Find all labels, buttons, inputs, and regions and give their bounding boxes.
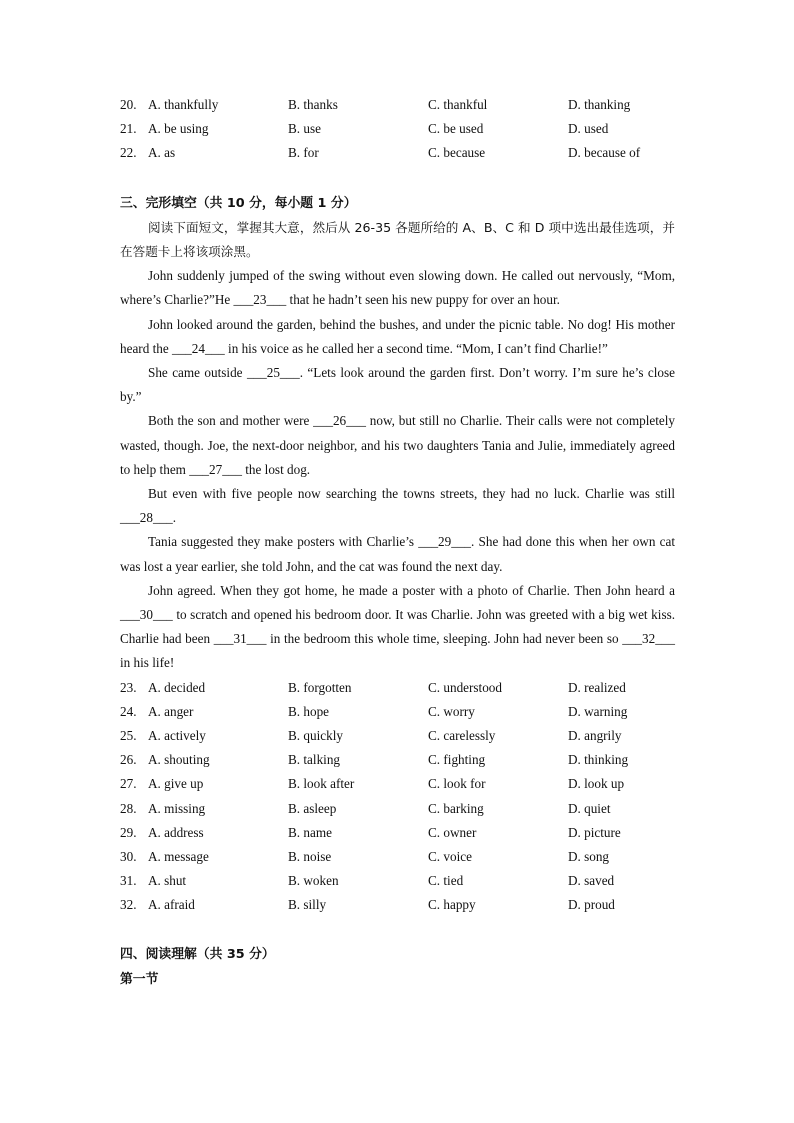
- option-row: [120, 141, 675, 165]
- option-d: D. thinking: [568, 752, 629, 768]
- option-row: [120, 772, 675, 796]
- option-a: A. address: [148, 824, 204, 840]
- option-d: D. warning: [568, 703, 628, 719]
- option-d: D. quiet: [568, 800, 611, 816]
- option-c: C. be used: [428, 121, 484, 137]
- option-row: [120, 869, 675, 893]
- question-number: 26.: [120, 752, 137, 768]
- question-number: 23.: [120, 679, 137, 695]
- passage: [120, 264, 675, 675]
- option-b: B. use: [288, 121, 321, 137]
- option-a: A. anger: [148, 703, 194, 719]
- option-b: B. look after: [288, 776, 355, 792]
- option-a: A. afraid: [148, 897, 195, 913]
- option-b: B. forgotten: [288, 679, 352, 695]
- question-number: 28.: [120, 800, 137, 816]
- section-subheading: 第一节: [120, 971, 159, 987]
- option-d: D. saved: [568, 873, 615, 889]
- option-c: C. voice: [428, 848, 472, 864]
- section-heading: 四、阅读理解（共 35 分）: [120, 947, 275, 963]
- option-a: A. thankfully: [148, 97, 219, 112]
- option-row: [120, 845, 675, 869]
- option-c: C. owner: [428, 824, 477, 840]
- option-a: A. missing: [148, 800, 206, 816]
- options-passage: [120, 676, 675, 918]
- option-c: C. happy: [428, 897, 476, 913]
- option-b: B. talking: [288, 752, 341, 768]
- option-d: D. song: [568, 848, 610, 864]
- option-a: A. give up: [148, 776, 204, 792]
- option-b: B. quickly: [288, 727, 343, 743]
- option-d: D. angrily: [568, 727, 622, 743]
- option-row: [120, 724, 675, 748]
- option-row: [120, 117, 675, 141]
- passage-paragraph: John suddenly jumped of the swing without even slowing down. He called out nervously, “Mom, where’s Charlie?”He ___23___ that he hadn’t seen his new puppy for over an hour.: [120, 268, 675, 308]
- option-b: B. for: [288, 145, 319, 161]
- option-a: A. as: [148, 145, 176, 161]
- option-a: A. shut: [148, 873, 187, 889]
- option-c: C. because: [428, 145, 486, 161]
- option-c: C. look for: [428, 776, 486, 792]
- option-c: C. barking: [428, 800, 484, 816]
- question-number: 24.: [120, 703, 137, 719]
- option-row: [120, 821, 675, 845]
- question-number: 25.: [120, 727, 137, 743]
- option-row: [120, 676, 675, 700]
- question-number: 31.: [120, 873, 137, 889]
- option-c: C. fighting: [428, 752, 486, 768]
- option-d: D. proud: [568, 897, 615, 913]
- option-d: D. because of: [568, 145, 641, 161]
- passage-paragraph: Both the son and mother were ___26___ now, but still no Charlie. Their calls were not completely wasted, though. Joe, the next-door neighbor, and his two daughters Tania and Julie, immediately agreed to help them ___27___ the lost dog.: [120, 413, 675, 477]
- section-instruction: 阅读下面短文，掌握其大意，然后从 26-35 各题所给的 A、B、C 和 D 项中选出最佳选项，并在答题卡上将该项涂黑。: [120, 219, 675, 259]
- section-heading: 三、完形填空（共 10 分，每小题 1 分）: [120, 195, 357, 211]
- option-b: B. woken: [288, 873, 339, 889]
- option-c: C. worry: [428, 703, 475, 719]
- page-content: [120, 93, 675, 992]
- option-d: D. used: [568, 121, 609, 137]
- question-number: 20.: [120, 97, 137, 112]
- option-d: D. picture: [568, 824, 621, 840]
- question-number: 30.: [120, 848, 137, 864]
- option-b: B. name: [288, 824, 332, 840]
- option-c: C. thankful: [428, 97, 488, 112]
- option-d: D. look up: [568, 776, 625, 792]
- option-b: B. hope: [288, 703, 330, 719]
- question-number: 29.: [120, 824, 137, 840]
- question-number: 27.: [120, 776, 137, 792]
- passage-paragraph: Tania suggested they make posters with Charlie’s ___29___. She had done this when her own cat was lost a year earlier, she told John, and the cat was found the next day.: [120, 534, 675, 574]
- option-b: B. noise: [288, 848, 332, 864]
- passage-paragraph: But even with five people now searching the towns streets, they had no luck. Charlie was still ___28___.: [120, 485, 675, 526]
- passage-paragraph: John looked around the garden, behind the bushes, and under the picnic table. No dog! His mother heard the ___24___ in his voice as he called her a second time. “Mom, I can’t find Charlie!”: [120, 316, 675, 356]
- passage-paragraph: She came outside ___25___. “Lets look around the garden first. Don’t worry. I’m sure he’s close by.”: [120, 364, 675, 405]
- option-row: [120, 93, 675, 117]
- question-number: 21.: [120, 121, 137, 137]
- option-d: D. thanking: [568, 97, 631, 112]
- option-row: [120, 748, 675, 772]
- option-row: [120, 893, 675, 917]
- passage-paragraph: John agreed. When they got home, he made a poster with a photo of Charlie. Then John heard a ___30___ to scratch and opened his bedroom door. It was Charlie. John was greeted with a big wet kiss. Charlie had been ___31___ in the bedroom this whole time, sleeping. John had never been so ___32___ in his life!: [120, 582, 675, 671]
- question-number: 32.: [120, 897, 137, 913]
- option-c: C. tied: [428, 873, 464, 889]
- option-row: [120, 700, 675, 724]
- question-number: 22.: [120, 145, 137, 161]
- option-c: C. understood: [428, 679, 502, 695]
- option-a: A. shouting: [148, 752, 210, 768]
- option-a: A. decided: [148, 679, 206, 695]
- option-d: D. realized: [568, 679, 626, 695]
- option-row: [120, 797, 675, 821]
- option-a: A. actively: [148, 727, 206, 743]
- option-b: B. silly: [288, 897, 327, 913]
- option-b: B. asleep: [288, 800, 337, 816]
- options-top: [120, 93, 675, 166]
- option-b: B. thanks: [288, 97, 338, 112]
- option-a: A. message: [148, 848, 209, 864]
- option-a: A. be using: [148, 121, 209, 137]
- option-c: C. carelessly: [428, 727, 496, 743]
